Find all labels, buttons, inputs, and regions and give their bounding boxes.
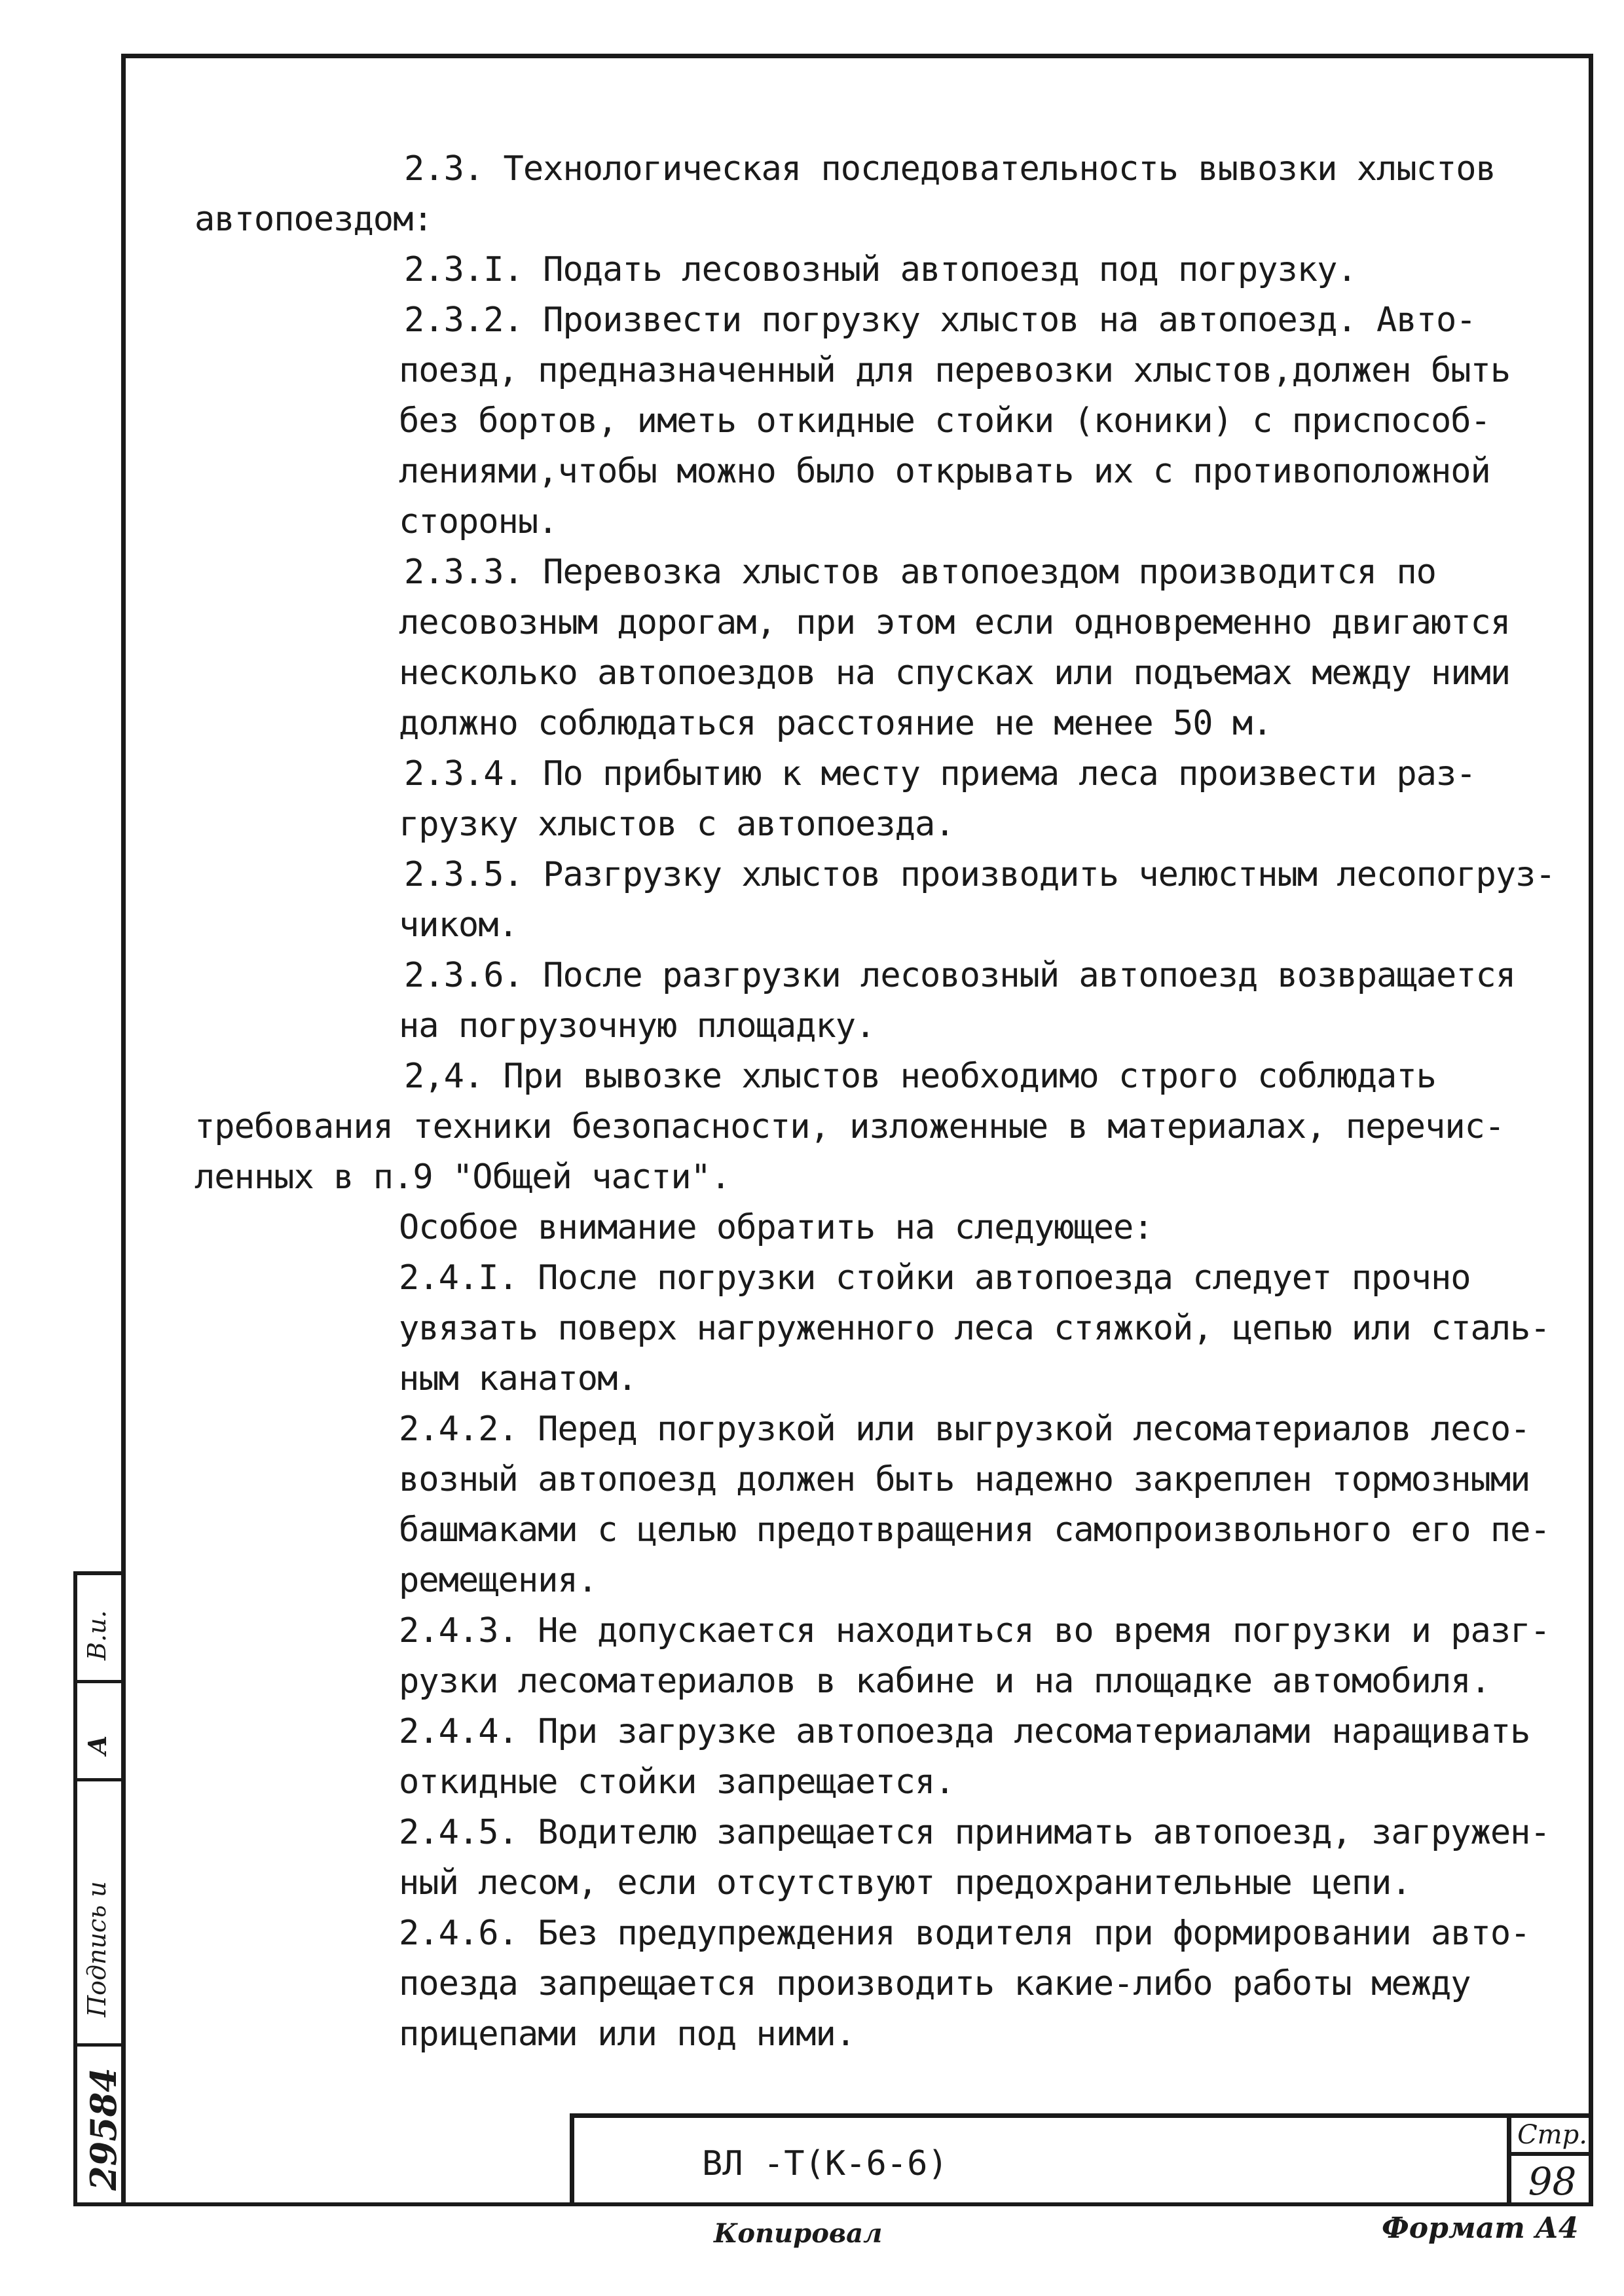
- text-line: 2.4.I. После погрузки стойки автопоезда следует прочно: [399, 1258, 1471, 1298]
- text-line: откидные стойки запрещается.: [399, 1762, 955, 1802]
- document-body: [194, 144, 1576, 2060]
- side-field-a: А: [83, 1735, 112, 1755]
- text-line: прицепами или под ними.: [399, 2014, 856, 2054]
- text-line: ремещения.: [399, 1561, 598, 1600]
- text-line: ленных в п.9 "Общей части".: [194, 1157, 731, 1197]
- text-line: должно соблюдаться расстояние не менее 50 м.: [399, 704, 1272, 743]
- side-field-b: В.и.: [83, 1610, 111, 1660]
- copied-by-label: Копировал: [714, 2218, 883, 2249]
- text-line: на погрузочную площадку.: [399, 1006, 876, 1046]
- text-line: лесовозным дорогам, при этом если одновременно двигаются: [399, 603, 1511, 642]
- page-label: Стр.: [1511, 2118, 1593, 2156]
- text-line: 2.3. Технологическая последовательность вывозки хлыстов: [404, 149, 1496, 189]
- text-line: поезда запрещается производить какие-либо работы между: [399, 1964, 1471, 2003]
- text-line: 2.4.4. При загрузке автопоезда лесоматериалами наращивать: [399, 1712, 1530, 1751]
- text-line: увязать поверх нагруженного леса стяжкой, цепью или сталь-: [399, 1309, 1550, 1348]
- side-stamp: [73, 1571, 124, 2206]
- title-block: [570, 2113, 1593, 2206]
- text-line: ный лесом, если отсутствуют предохранительные цепи.: [399, 1863, 1411, 1903]
- text-line: рузки лесоматериалов в кабине и на площадке автомобиля.: [399, 1662, 1490, 1701]
- side-cell-a: [77, 1683, 121, 1781]
- text-line: Особое внимание обратить на следующее:: [399, 1208, 1153, 1247]
- text-line: стороны.: [399, 502, 558, 541]
- side-inv-number: 29584: [83, 2068, 124, 2191]
- text-line: 2.3.4. По прибытию к месту приема леса произвести раз-: [404, 754, 1476, 793]
- text-line: 2.3.I. Подать лесовозный автопоезд под погрузку.: [404, 250, 1357, 289]
- side-cell-inv: [77, 2047, 124, 2207]
- text-line: 2.3.5. Разгрузку хлыстов производить челюстным лесопогруз-: [404, 855, 1555, 894]
- text-line: поезд, предназначенный для перевозки хлыстов,должен быть: [399, 351, 1511, 390]
- text-line: 2.4.3. Не допускается находиться во время погрузки и разг-: [399, 1611, 1550, 1650]
- text-line: 2.4.2. Перед погрузкой или выгрузкой лесоматериалов лесо-: [399, 1410, 1530, 1449]
- side-signature-label: Подпись и: [83, 1881, 111, 2017]
- text-line: 2.4.6. Без предупреждения водителя при формировании авто-: [399, 1914, 1530, 1953]
- text-line: башмаками с целью предотвращения самопроизвольного его пе-: [399, 1510, 1550, 1550]
- page-number-box: [1507, 2118, 1593, 2206]
- text-line: возный автопоезд должен быть надежно закреплен тормозными: [399, 1460, 1530, 1499]
- text-line: 2.3.6. После разгрузки лесовозный автопоезд возвращается: [404, 956, 1516, 995]
- text-line: несколько автопоездов на спусках или подъемах между ними: [399, 653, 1511, 693]
- text-line: лениями,чтобы можно было открывать их с противоположной: [399, 452, 1490, 491]
- format-label: Формат А4: [1382, 2212, 1579, 2245]
- text-line: требования техники безопасности, изложенные в материалах, перечис-: [194, 1107, 1505, 1146]
- side-cell-vi: [77, 1575, 121, 1683]
- text-line: 2.3.3. Перевозка хлыстов автопоездом производится по: [404, 553, 1436, 592]
- text-line: автопоездом:: [194, 200, 433, 239]
- text-line: без бортов, иметь откидные стойки (коники) с приспособ-: [399, 401, 1490, 441]
- text-line: 2,4. При вывозке хлыстов необходимо строго соблюдать: [404, 1057, 1436, 1096]
- document-code: ВЛ -Т(К-6-6): [702, 2144, 948, 2183]
- text-line: 2.4.5. Водителю запрещается принимать автопоезд, загружен-: [399, 1813, 1550, 1852]
- page-number: 98: [1528, 2159, 1577, 2204]
- side-cell-signature: [77, 1781, 121, 2047]
- text-line: 2.3.2. Произвести погрузку хлыстов на автопоезд. Авто-: [404, 301, 1476, 340]
- text-line: ным канатом.: [399, 1359, 637, 1398]
- text-line: грузку хлыстов с автопоезда.: [399, 805, 955, 844]
- text-line: чиком.: [399, 905, 518, 945]
